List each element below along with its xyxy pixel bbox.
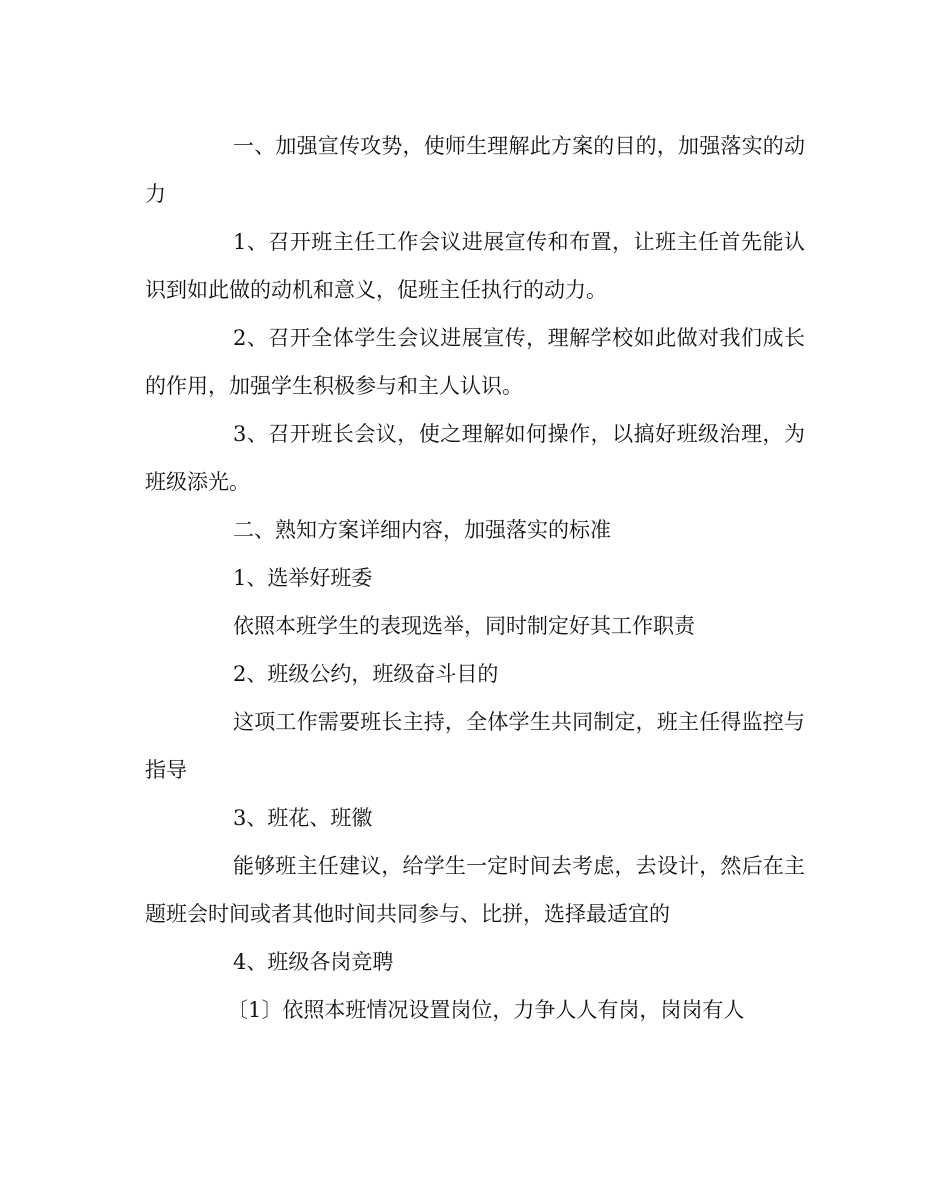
document-body — [145, 122, 805, 1034]
paragraph-class-flower-badge: 能够班主任建议，给学生一定时间去考虑，去设计，然后在主题班会时间或者其他时间共同参与、比拼，选择最适宜的 — [145, 854, 805, 926]
paragraph-elect-committee: 依照本班学生的表现选举，同时制定好其工作职责 — [233, 614, 695, 638]
subheading-class-flower-badge: 3、班花、班徽 — [233, 806, 373, 830]
subheading-elect-committee: 1、选举好班委 — [233, 566, 373, 590]
paragraph-item-2: 2、召开全体学生会议进展宣传，理解学校如此做对我们成长的作用，加强学生积极参与和主人认识。 — [145, 326, 805, 398]
heading-one: 一、加强宣传攻势，使师生理解此方案的目的，加强落实的动力 — [145, 134, 805, 206]
heading-two: 二、熟知方案详细内容，加强落实的标准 — [233, 518, 611, 542]
subheading-class-convention: 2、班级公约，班级奋斗目的 — [233, 662, 499, 686]
paragraph-class-convention: 这项工作需要班长主持，全体学生共同制定，班主任得监控与指导 — [145, 710, 805, 782]
paragraph-post-competition-1: 〔1〕依照本班情况设置岗位，力争人人有岗，岗岗有人 — [227, 998, 745, 1022]
paragraph-item-1: 1、召开班主任工作会议进展宣传和布置，让班主任首先能认识到如此做的动机和意义，促班主任执行的动力。 — [145, 230, 805, 302]
paragraph-item-3: 3、召开班长会议，使之理解如何操作，以搞好班级治理，为班级添光。 — [145, 422, 805, 494]
subheading-post-competition: 4、班级各岗竞聘 — [233, 950, 394, 974]
